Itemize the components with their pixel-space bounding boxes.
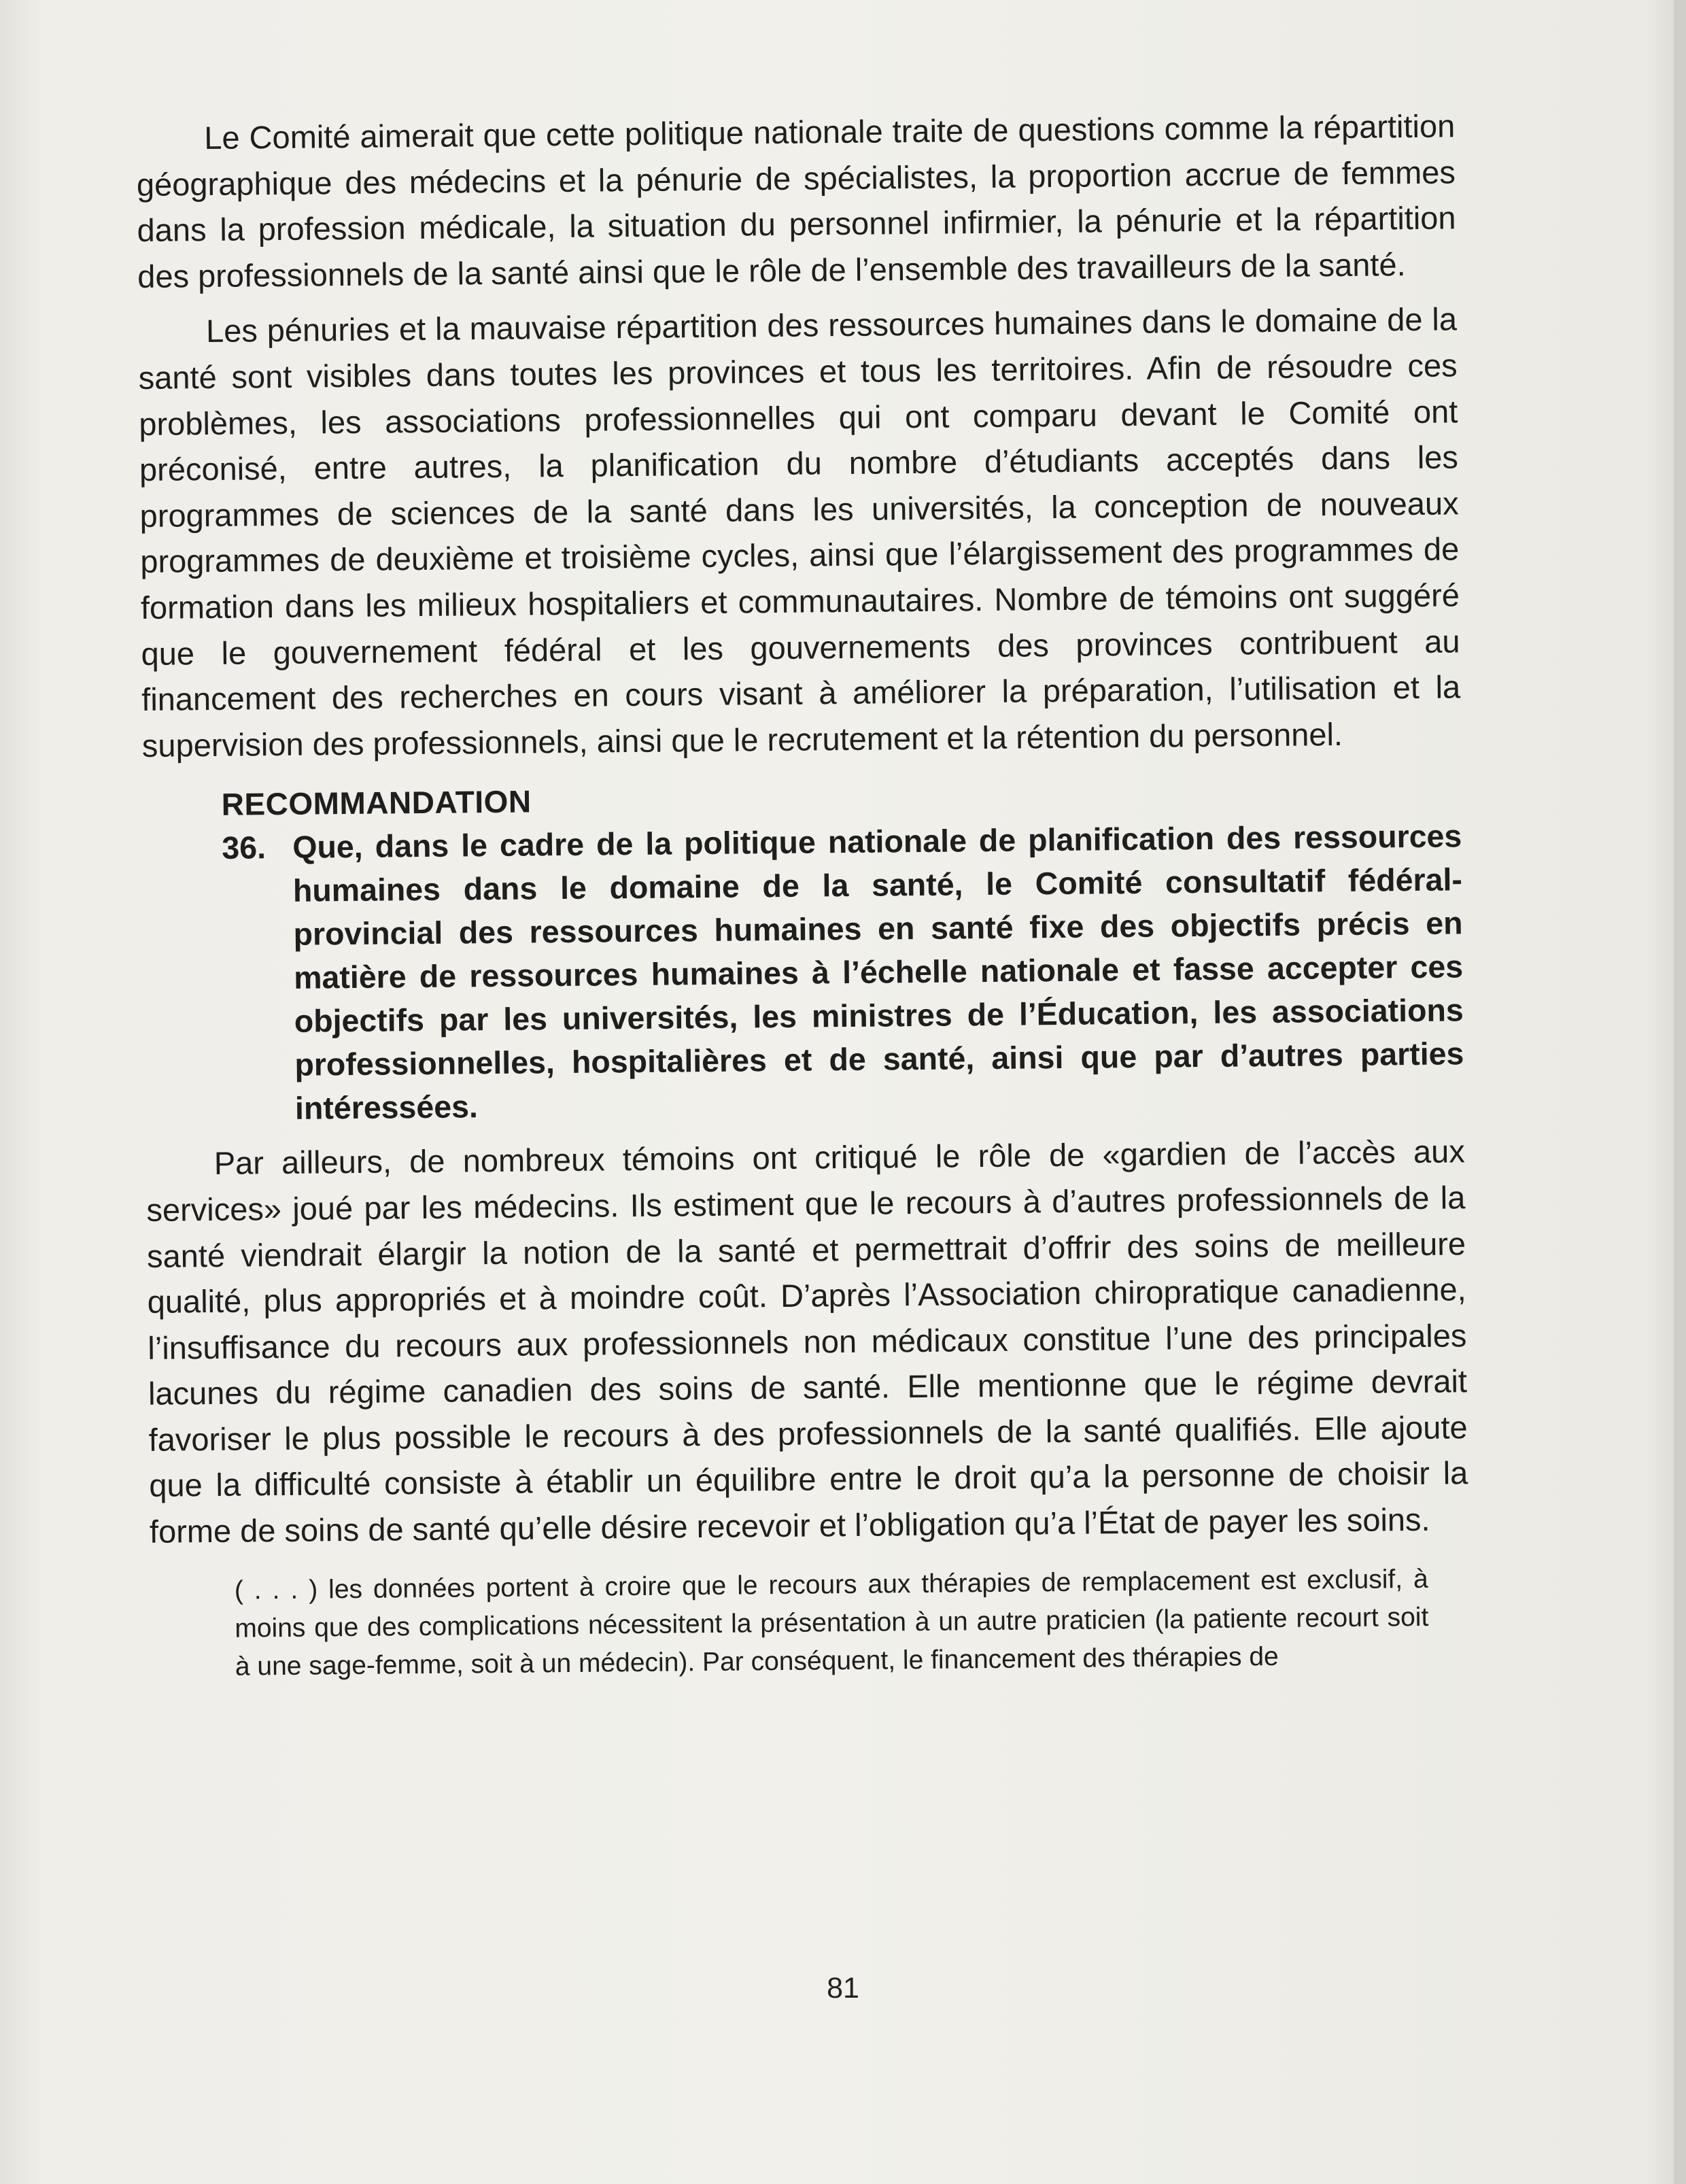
page-content (136, 103, 1470, 1686)
page-number: 81 (827, 1972, 859, 2004)
recommendation-number: 36. (222, 830, 266, 866)
recommendation-item (222, 815, 1464, 1131)
paragraph-2: Les pénuries et la mauvaise répartition des ressources humaines dans le domaine de la santé sont visibles dans toutes les provinces et tous les territoires. Afin de résoudre ces problèmes, les associations professionnelles qui ont comparu devant le Comité ont préconisé, entre autres, la planification du nombre d’étudiants acceptés dans les programmes de sciences de la santé dans les universités, la conception de nouveaux programmes de deuxième et troisième cycles, ainsi que l’élargissement des programmes de formation dans les milieux hospitaliers et communautaires. Nombre de témoins ont suggéré que le gouvernement fédéral et les gouvernements des provinces contribuent au financement des recherches en cours visant à améliorer la préparation, l’utilisation et la supervision des professionnels, ainsi que le recrutement et la rétention du personnel. (138, 301, 1461, 764)
recommendation-heading: RECOMMANDATION (221, 783, 532, 823)
recommendation-text: Que, dans le cadre de la politique nationale de planification des ressources humaines dans le domaine de la santé, le Comité consultatif fédéral-provincial des ressources humaines en santé fixe des objectifs précis en matière de ressources humaines à l’échelle nationale et fasse accepter ces objectifs par les universités, les ministres de l’Éducation, les associations professionnelles, hospitalières et de santé, ainsi que par d’autres parties intéressées. (292, 818, 1464, 1127)
paragraph-1: Le Comité aimerait que cette politique nationale traite de questions comme la répartition géographique des médecins et la pénurie de spécialistes, la proportion accrue de femmes dans la profession médicale, la situation du personnel infirmier, la pénurie et la répartition des professionnels de la santé ainsi que le rôle de l’ensemble des travailleurs de la santé. (136, 107, 1456, 294)
block-quote: ( . . . ) les données portent à croire que le recours aux thérapies de remplacement est exclusif, à moins que des complications nécessitent la présentation à un autre praticien (la patiente recourt soit à une sage-femme, soit à un médecin). Par conséquent, le financement des thérapies de (234, 1564, 1429, 1682)
paragraph-3: Par ailleurs, de nombreux témoins ont critiqué le rôle de «gardien de l’accès aux services» joué par les médecins. Ils estiment que le recours à d’autres professionnels de la santé viendrait élargir la notion de la santé et permettrait d’offrir des soins de meilleure qualité, plus appropriés et à moindre coût. D’après l’Association chiropratique canadienne, l’insuffisance du recours aux professionnels non médicaux constitue l’une des principales lacunes du régime canadien des soins de santé. Elle mentionne que le régime devrait favoriser le plus possible le recours à des professionnels de la santé qualifiés. Elle ajoute que la difficulté consiste à établir un équilibre entre le droit qu’a la personne de choisir la forme de soins de santé qu’elle désire recevoir et l’obligation qu’a l’État de payer les soins. (146, 1133, 1468, 1550)
page-gutter-shadow (1674, 0, 1686, 2184)
